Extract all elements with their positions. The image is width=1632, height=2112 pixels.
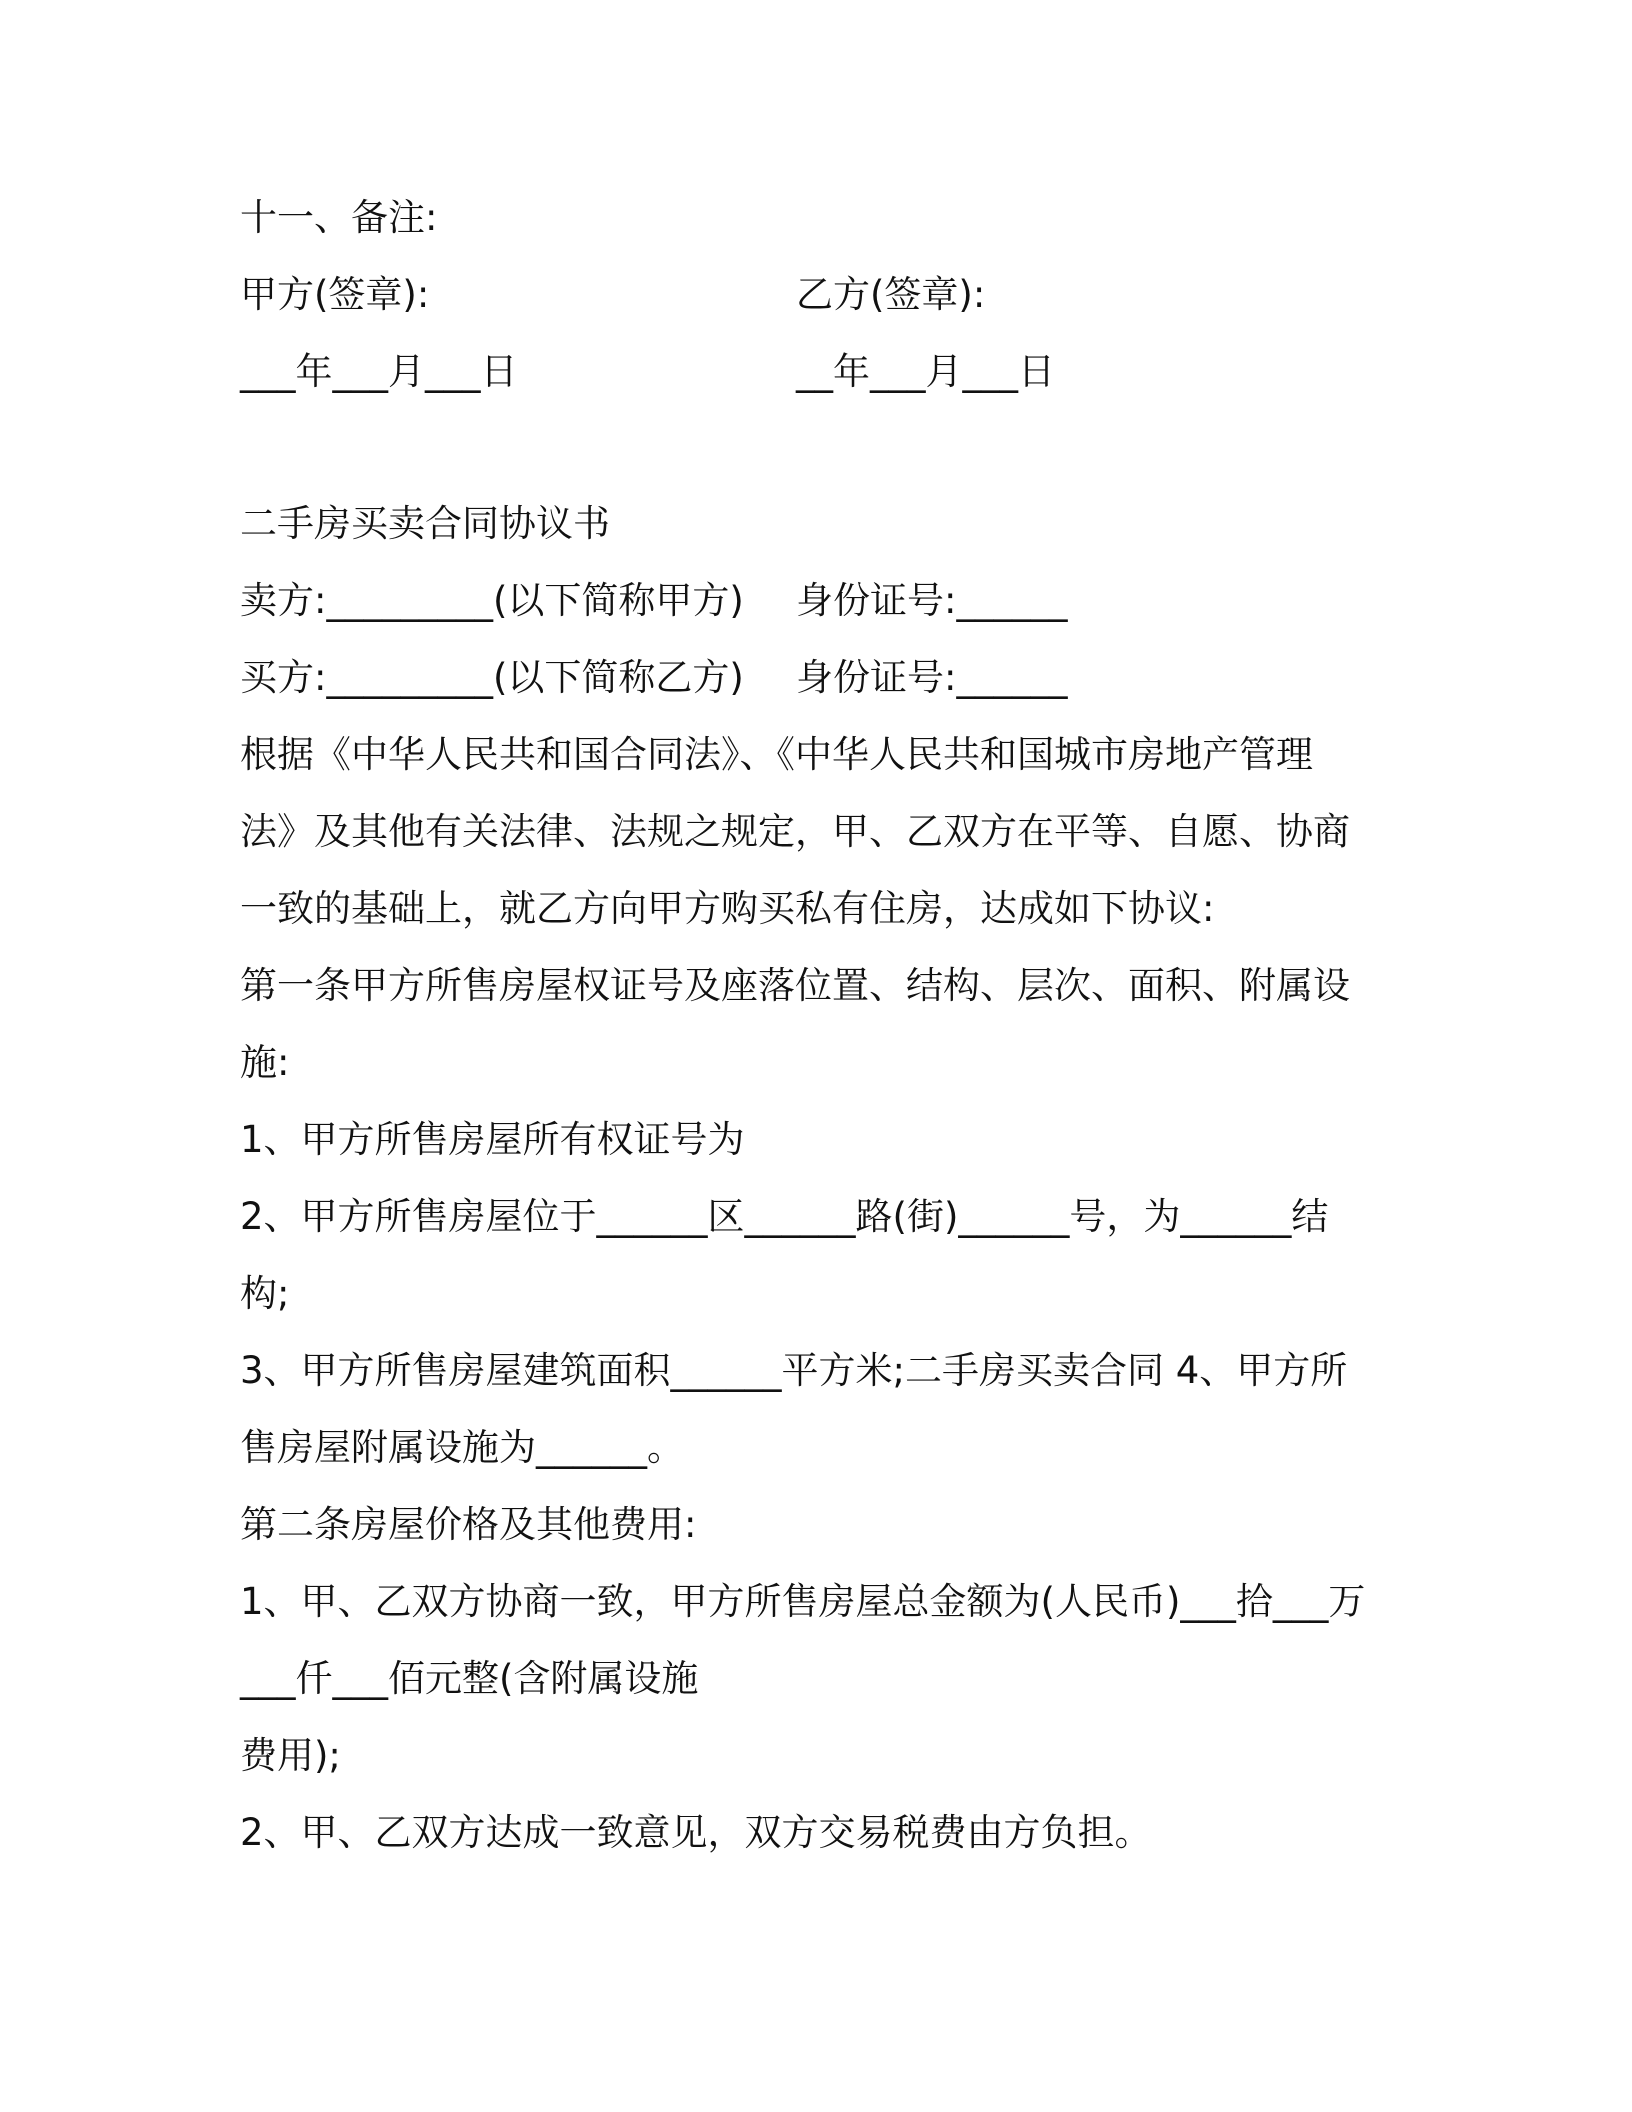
seller-id-line: 身份证号:______: [796, 579, 1068, 622]
article1-item: 构;: [240, 1272, 290, 1315]
contract-title: 二手房买卖合同协议书: [240, 502, 610, 545]
party-a-signature-label: 甲方(签章):: [240, 273, 430, 316]
article2-item: 2、甲、乙双方达成一致意见，双方交易税费由方负担。: [240, 1811, 1152, 1854]
party-b-date: __年___月___日: [796, 350, 1055, 393]
article2-item: ___仟___佰元整(含附属设施: [240, 1657, 699, 1700]
preamble-line: 一致的基础上，就乙方向甲方购买私有住房，达成如下协议:: [240, 887, 1215, 930]
buyer-id-line: 身份证号:______: [796, 656, 1068, 699]
party-b-signature-label: 乙方(签章):: [796, 273, 986, 316]
article1-item: 1、甲方所售房屋所有权证号为: [240, 1118, 745, 1161]
article2-heading: 第二条房屋价格及其他费用:: [240, 1503, 697, 1546]
seller-line: 卖方:_________(以下简称甲方): [240, 579, 744, 622]
article1-item: 售房屋附属设施为______。: [240, 1426, 684, 1469]
preamble-line: 根据《中华人民共和国合同法》、《中华人民共和国城市房地产管理: [240, 733, 1313, 776]
article1-line: 第一条甲方所售房屋权证号及座落位置、结构、层次、面积、附属设: [240, 964, 1350, 1007]
article2-item: 1、甲、乙双方协商一致，甲方所售房屋总金额为(人民币)___拾___万: [240, 1580, 1366, 1623]
article2-item: 费用);: [240, 1734, 341, 1777]
party-a-date: ___年___月___日: [240, 350, 518, 393]
article1-line: 施:: [240, 1041, 290, 1084]
article1-item: 3、甲方所售房屋建筑面积______平方米;二手房买卖合同 4、甲方所: [240, 1349, 1348, 1392]
article1-item: 2、甲方所售房屋位于______区______路(街)______号，为______结: [240, 1195, 1329, 1238]
remarks-heading: 十一、备注:: [240, 196, 438, 239]
buyer-line: 买方:_________(以下简称乙方): [240, 656, 744, 699]
preamble-line: 法》及其他有关法律、法规之规定，甲、乙双方在平等、自愿、协商: [240, 810, 1350, 853]
